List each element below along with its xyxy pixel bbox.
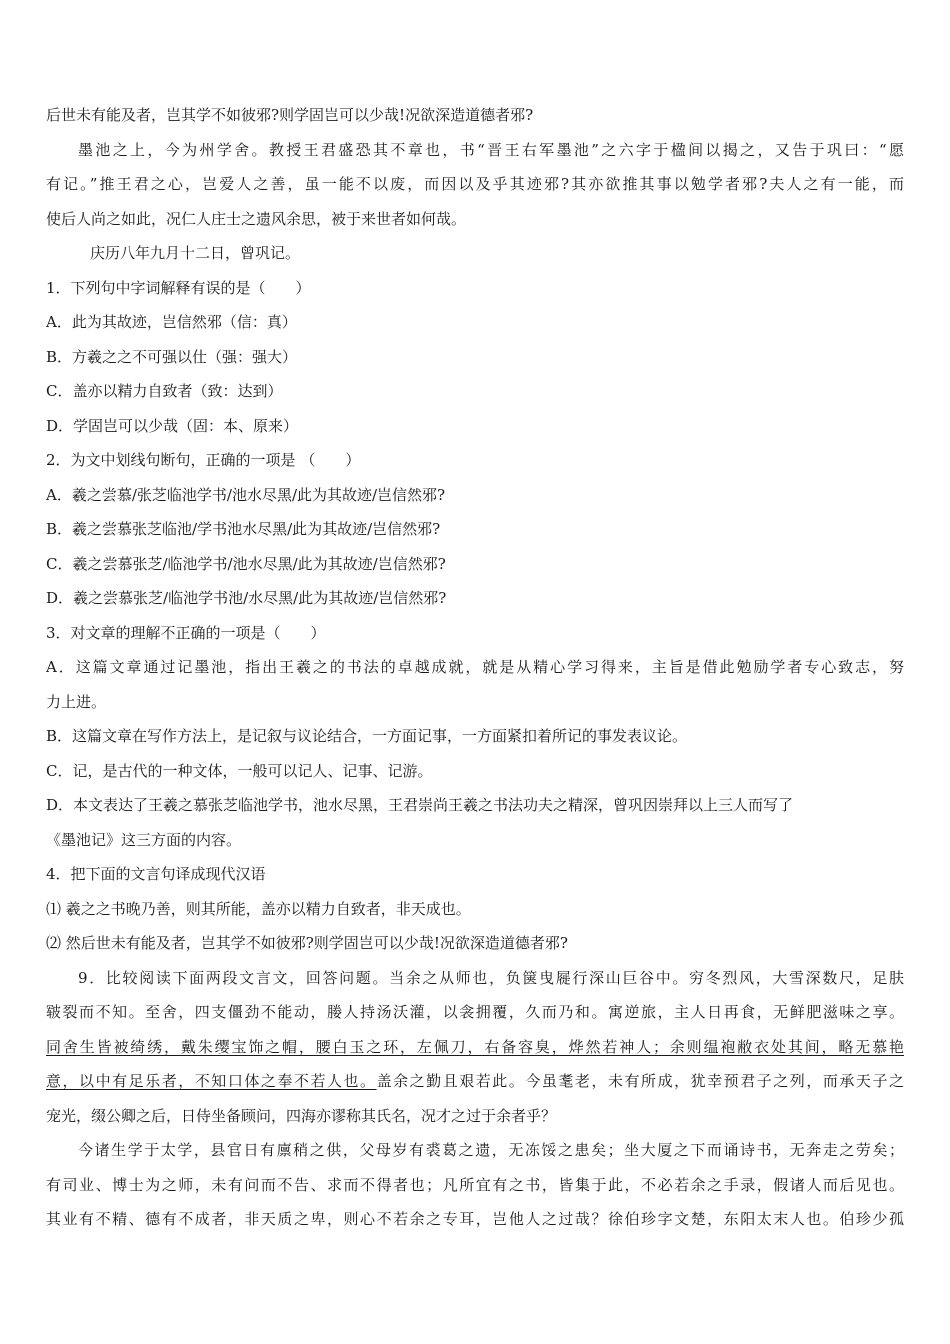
document-page xyxy=(46,98,904,1237)
question-9-para2-line: 其业有不精、德有不成者，非天质之卑，则心不若余之专耳，岂他人之过哉？徐伯珍字文楚，东阳太末人也。伯珍少孤 xyxy=(46,1210,904,1228)
question-3-option-a-cont: 力上进。 xyxy=(46,692,107,711)
passage-line: 墨池之上，今为州学舍。教授王君盛恐其不章也，书“晋王右军墨池”之六字于楹间以揭之，又告于巩曰：“愿 xyxy=(78,140,904,159)
underlined-sentence: 同舍生皆被绮绣，戴朱缨宝饰之帽，腰白玉之环，左佩刀，右备容臭，烨然若神人；余则缊袍敝衣处其间，略无慕艳 xyxy=(46,1037,904,1056)
question-3-option-b: B．这篇文章在写作方法上，是记叙与议论结合，一方面记事，一方面紧扣着所记的事发表议论。 xyxy=(46,727,688,745)
passage-line: 使后人尚之如此，况仁人庄士之遗风余思，被于来世者如何哉。 xyxy=(46,209,467,228)
question-2-option-a: A．羲之尝慕/张芝临池学书/池水尽黑/此为其故迹/岂信然邪? xyxy=(46,485,446,504)
question-9-para2-line: 今诸生学于太学，县官日有廪稍之供，父母岁有裘葛之遗，无冻馁之患矣；坐大厦之下而诵诗书，无奔走之劳矣； xyxy=(78,1141,904,1159)
question-1-option-d: D．学固岂可以少哉（固：本、原来） xyxy=(46,416,299,435)
question-3-option-c: C．记，是古代的一种文体，一般可以记人、记事、记游。 xyxy=(46,761,433,780)
question-9-line: 9．比较阅读下面两段文言文，回答问题。当余之从师也，负箧曳屣行深山巨谷中。穷冬烈风，大雪深数尺，足肤 xyxy=(78,968,904,987)
question-3-option-d: D．本文表达了王羲之慕张芝临池学书，池水尽黑，王君崇尚王羲之书法功夫之精深，曾巩因崇拜以上三人而写了 xyxy=(46,796,794,814)
question-1-option-a: A．此为其故迹，岂信然邪（信：真） xyxy=(46,313,297,331)
question-2-option-c: C．羲之尝慕张芝/临池学书/池水尽黑/此为其故迹/岂信然邪? xyxy=(46,554,446,573)
passage-line: 后世未有能及者，岂其学不如彼邪?则学固岂可以少哉!况欲深造道德者邪? xyxy=(46,106,534,124)
question-9-line xyxy=(46,1064,904,1099)
question-9-para2-line: 有司业、博士为之师，未有问而不告、求而不得者也；凡所宜有之书，皆集于此，不必若余之手录，假诸人而后见也。 xyxy=(46,1175,904,1194)
question-1-option-b: B．方羲之之不可强以仕（强：强大） xyxy=(46,347,298,366)
question-1-option-c: C．盖亦以精力自致者（致：达到） xyxy=(46,382,283,400)
question-2-stem: 2．为文中划线句断句，正确的一项是 （ ） xyxy=(46,451,361,469)
passage-line: 有记。”推王君之心，岂爱人之善，虽一能不以废，而因以及乎其迹邪?其亦欲推其事以勉学者邪?夫人之有一能，而 xyxy=(46,175,904,193)
question-4-stem: 4．把下面的文言句译成现代汉语 xyxy=(46,865,266,883)
question-3-option-d-cont: 《墨池记》这三方面的内容。 xyxy=(46,830,242,849)
question-2-option-d: D．羲之尝慕张芝/临池学书池/水尽黑/此为其故迹/岂信然邪? xyxy=(46,589,447,607)
question-9-line: 皲裂而不知。至舍，四支僵劲不能动，媵人持汤沃灌，以衾拥覆，久而乃和。寓逆旅，主人日再食，无鲜肥滋味之享。 xyxy=(46,1003,904,1021)
question-4-sentence-1: ⑴ 羲之之书晚乃善，则其所能，盖亦以精力自致者，非天成也。 xyxy=(46,899,471,918)
underlined-sentence-end: 意，以中有足乐者，不知口体之奉不若人也。 xyxy=(46,1072,377,1090)
question-3-stem: 3．对文章的理解不正确的一项是（ ） xyxy=(46,623,326,642)
question-2-option-b: B．羲之尝慕张芝临池/学书池水尽黑/此为其故迹/岂信然邪? xyxy=(46,520,441,538)
question-1-stem: 1．下列句中字词解释有误的是（ ） xyxy=(46,278,311,297)
signature: 庆历八年九月十二日，曾巩记。 xyxy=(90,244,301,262)
question-9-line: 宠光，缀公卿之后，日侍坐备顾问，四海亦谬称其氏名，况才之过于余者乎？ xyxy=(46,1106,557,1125)
question-9-line-rest: 盖余之勤且艰若此。今虽耄老，未有所成，犹幸预君子之列，而承天子之 xyxy=(376,1072,904,1090)
question-3-option-a: A．这篇文章通过记墨池，指出王羲之的书法的卓越成就，就是从精心学习得来，主旨是借此勉励学者专心致志，努 xyxy=(46,658,904,676)
question-4-sentence-2: ⑵ 然后世未有能及者，岂其学不如彼邪?则学固岂可以少哉!况欲深造道德者邪? xyxy=(46,934,568,952)
